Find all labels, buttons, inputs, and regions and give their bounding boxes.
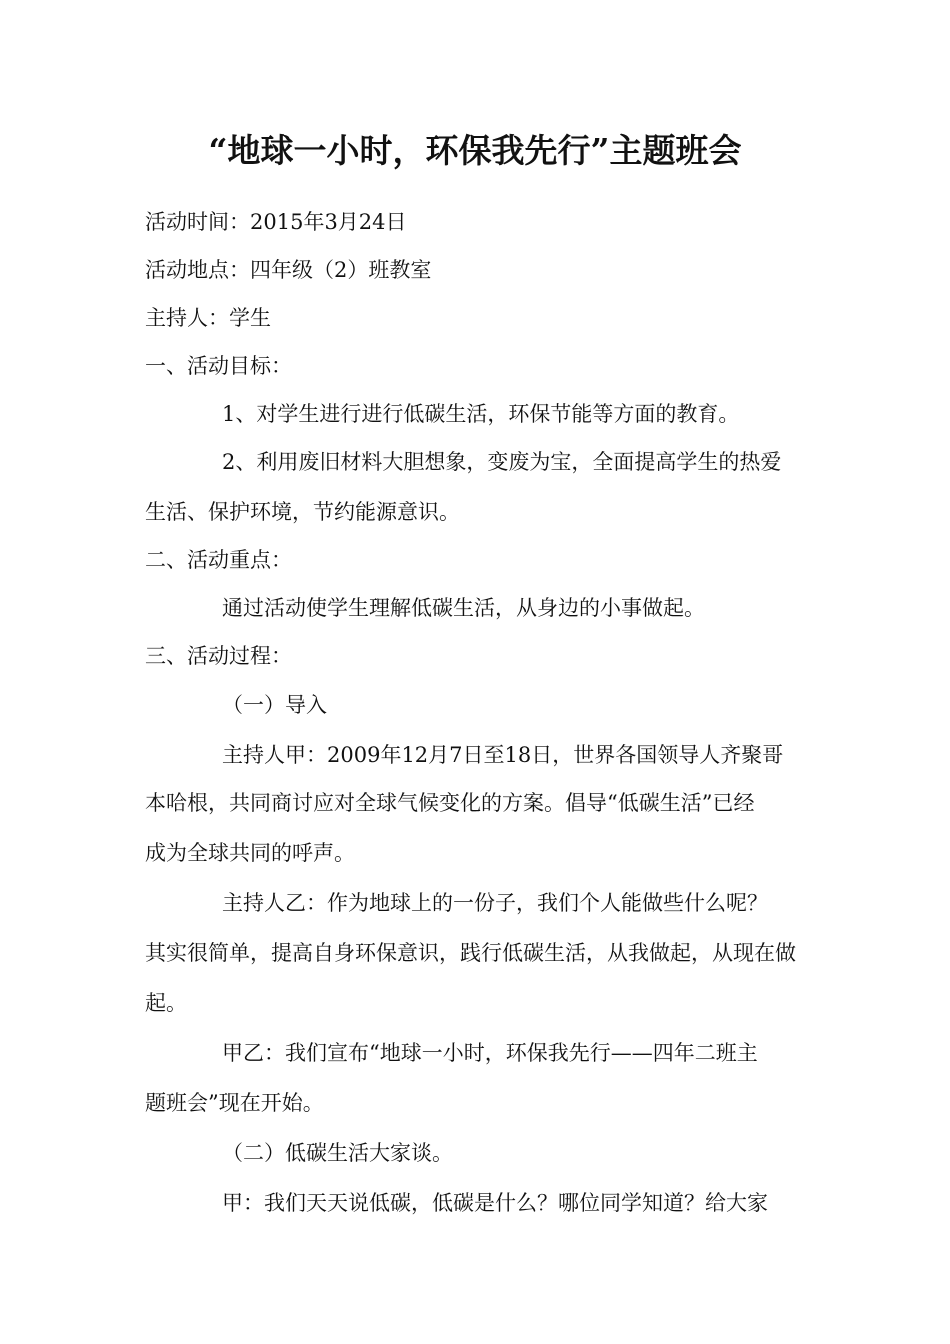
host-a-paragraph: 主持人甲：2009年12月7日至18日，世界各国领导人齐聚哥	[222, 743, 784, 767]
focus-paragraph: 通过活动使学生理解低碳生活，从身边的小事做起。	[222, 596, 705, 620]
announce-paragraph-cont: 题班会”现在开始。	[145, 1091, 324, 1115]
announce-paragraph: 甲乙：我们宣布“地球一小时，环保我先行——四年二班主	[222, 1041, 758, 1065]
section-heading-focus: 二、活动重点：	[145, 548, 292, 572]
subsection-intro: （一）导入	[222, 693, 327, 717]
host-b-paragraph: 主持人乙：作为地球上的一份子，我们个人能做些什么呢？	[222, 891, 768, 915]
activity-time-line: 活动时间：2015年3月24日	[145, 210, 407, 234]
goal-item-2: 2、利用废旧材料大胆想象，变废为宝，全面提高学生的热爱	[222, 450, 782, 474]
host-b-paragraph-cont-2: 起。	[145, 991, 187, 1015]
subsection-discussion: （二）低碳生活大家谈。	[222, 1141, 453, 1165]
activity-location-line: 活动地点：四年级（2）班教室	[145, 258, 432, 282]
document-title: “地球一小时，环保我先行”主题班会	[208, 131, 742, 170]
section-heading-goals: 一、活动目标：	[145, 354, 292, 378]
host-a-paragraph-cont-2: 成为全球共同的呼声。	[145, 841, 355, 865]
section-heading-process: 三、活动过程：	[145, 644, 292, 668]
host-a-question: 甲：我们天天说低碳，低碳是什么？哪位同学知道？给大家	[222, 1191, 768, 1215]
host-a-paragraph-cont-1: 本哈根，共同商讨应对全球气候变化的方案。倡导“低碳生活”已经	[145, 791, 755, 815]
goal-item-1: 1、对学生进行进行低碳生活，环保节能等方面的教育。	[222, 402, 740, 426]
goal-item-2-continued: 生活、保护环境，节约能源意识。	[145, 500, 460, 524]
host-b-paragraph-cont-1: 其实很简单，提高自身环保意识，践行低碳生活，从我做起，从现在做	[145, 941, 796, 965]
host-line: 主持人：学生	[145, 306, 271, 330]
